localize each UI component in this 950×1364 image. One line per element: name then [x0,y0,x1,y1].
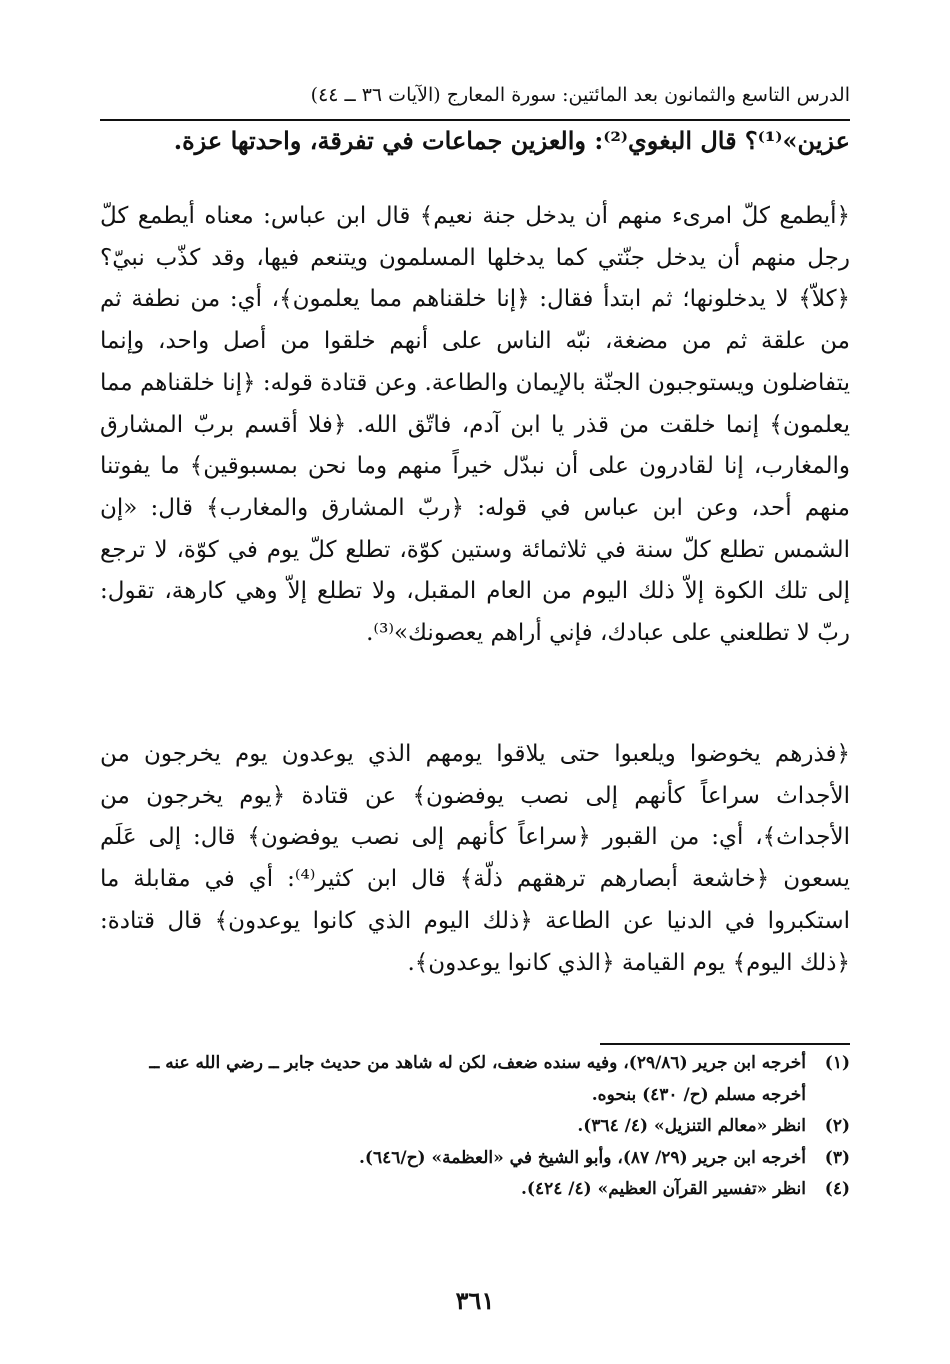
paragraph-1: ﴿أيطمع كلّ امرىء منهم أن يدخل جنة نعيم﴾ قال ابن عباس: معناه أيطمع كلّ رجل منهم أن يدخل جنّتي كما يدخلها المسلمون ويتنعم فيها، وقد كذّب نبيّ؟ ﴿كلاّ﴾ لا يدخلونها؛ ثم ابتدأ فقال: ﴿إنا خلقناهم مما يعلمون﴾، أي: من نطفة ثم من علقة ثم من مضغة، نبّه الناس على أنهم خلقوا من أصل واحد، وإنما يتفاضلون ويستوجبون الجنّة بالإيمان والطاعة. وعن قتادة قوله: ﴿إنا خلقناهم مما يعلمون﴾ إنما خلقت من قذر يا ابن آدم، فاتّق الله. ﴿فلا أقسم بربّ المشارق والمغارب، إنا لقادرون على أن نبدّل خيراً منهم وما نحن بمسبوقين﴾ ما يفوتنا منهم أحد، وعن ابن عباس في قوله: ﴿ربّ المشارق والمغارب﴾ قال: «إن الشمس تطلع كلّ سنة في ثلاثمائة وستين كوّة، تطلع كلّ يوم في كوّة، لا ترجع إلى تلك الكوة إلاّ ذلك اليوم من العام المقبل، ولا تطلع إلاّ وهي كارهة، تقول: ربّ لا تطلعني على عبادك، فإني أراهم يعصونك»⁽³⁾. [100,203,850,647]
paragraph-2: ﴿فذرهم يخوضوا ويلعبوا حتى يلاقوا يومهم الذي يوعدون يوم يخرجون من الأجداث سراعاً كأنهم إلى نصب يوفضون﴾ عن قتادة ﴿يوم يخرجون من الأجداث﴾، أي: من القبور ﴿سراعاً كأنهم إلى نصب يوفضون﴾ قال: إلى عَلَم يسعون ﴿خاشعة أبصارهم ترهقهم ذلّة﴾ قال ابن كثير⁽⁴⁾: أي في مقابلة ما استكبروا في الدنيا عن الطاعة ﴿ذلك اليوم الذي كانوا يوعدون﴾ قال قتادة: ﴿ذلك اليوم﴾ يوم القيامة ﴿الذي كانوا يوعدون﴾. [100,741,850,976]
footnote-divider [600,1043,850,1045]
footnote-number: (٢) [824,1116,850,1137]
footnote-2 [100,1111,850,1143]
footnote-3 [100,1143,850,1175]
page-number: ٣٦١ [455,1286,495,1315]
footnote-text: أخرجه ابن جرير (٢٩/٨٦)، وفيه سنده ضعف، لكن له شاهد من حديث جابر ــ رضي الله عنه ــ أخرجه مسلم (ح/ ٤٣٠) بنحوه. [149,1053,806,1105]
footnote-number: (١) [824,1053,850,1073]
footnote-number: (٣) [824,1147,850,1168]
footnote-1 [100,1048,850,1111]
footnote-text: أخرجه ابن جرير (٢٩/ ٨٧)، وأبو الشيخ في «العظمة» (ح/٦٤٦). [359,1147,806,1168]
header-divider [100,119,850,121]
running-header: الدرس التاسع والثمانون بعد المائتين: سورة المعارج (الآيات ٣٦ ــ ٤٤) [310,84,850,106]
footnote-text: انظر «تفسير القرآن العظيم» (٤/ ٤٢٤). [521,1179,806,1200]
footnote-4 [100,1174,850,1206]
footnote-number: (٤) [824,1179,850,1200]
footnotes [100,1048,850,1206]
footnote-text: انظر «معالم التنزيل» (٤/ ٣٦٤). [577,1116,806,1137]
continuation-line: عزين»⁽¹⁾؟ قال البغوي⁽²⁾: والعزين جماعات في تفرقة، واحدتها عزة. [173,126,850,155]
